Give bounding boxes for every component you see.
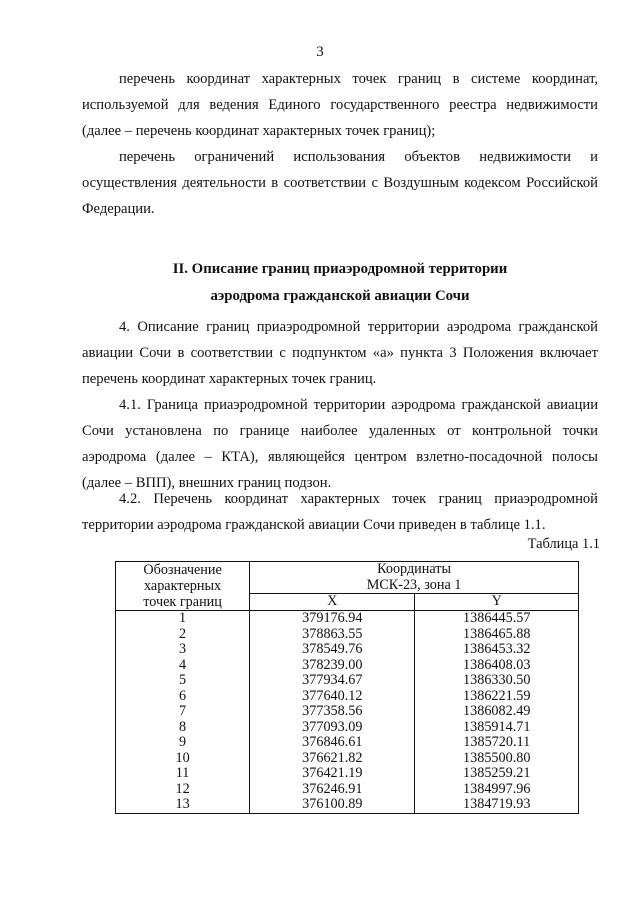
table-row [116, 751, 579, 767]
coord-x: 376421.19 [250, 766, 415, 782]
header-designation-line-2: характерных [144, 578, 222, 594]
coord-y: 1386445.57 [415, 611, 579, 627]
point-number: 7 [116, 704, 250, 720]
point-number: 2 [116, 627, 250, 643]
coord-x: 376246.91 [250, 782, 415, 798]
table-row [116, 720, 579, 736]
coord-y: 1385720.11 [415, 735, 579, 751]
point-number: 8 [116, 720, 250, 736]
table-caption: Таблица 1.1 [527, 536, 600, 552]
coord-y: 1386408.03 [415, 658, 579, 674]
header-coordinates: Координаты [250, 562, 579, 578]
coord-x: 376846.61 [250, 735, 415, 751]
header-coordinate-system: МСК-23, зона 1 [250, 578, 579, 594]
intro-paragraph-1: перечень координат характерных точек границ в системе координат, используемой для ведения Единого государственного реестра недвижимости (далее – перечень координат характерных точек границ); [82, 71, 598, 139]
point-number: 6 [116, 689, 250, 705]
point-number: 4 [116, 658, 250, 674]
coord-y: 1386453.32 [415, 642, 579, 658]
coord-y: 1386330.50 [415, 673, 579, 689]
header-x: X [250, 594, 415, 611]
point-number: 1 [116, 611, 250, 627]
page-number: 3 [316, 44, 324, 60]
header-designation-line-1: Обозначение [143, 562, 222, 578]
paragraph-4-2: 4.2. Перечень координат характерных точек границ приаэродромной территории аэродрома гражданской авиации Сочи приведен в таблице 1.1. [82, 491, 598, 533]
coord-y: 1385500.80 [415, 751, 579, 767]
intro-paragraph-2: перечень ограничений использования объектов недвижимости и осуществления деятельности в соответствии с Воздушным кодексом Российской Федерации. [82, 149, 598, 217]
coord-x: 376100.89 [250, 797, 415, 813]
table-row [116, 642, 579, 658]
coord-y: 1385914.71 [415, 720, 579, 736]
table-row [116, 627, 579, 643]
coord-y: 1386082.49 [415, 704, 579, 720]
point-number: 9 [116, 735, 250, 751]
table-row [116, 766, 579, 782]
point-number: 5 [116, 673, 250, 689]
table-row [116, 658, 579, 674]
coord-y: 1385259.21 [415, 766, 579, 782]
coord-x: 377934.67 [250, 673, 415, 689]
coord-y: 1384719.93 [415, 797, 579, 813]
table-row [116, 797, 579, 813]
coord-y: 1386465.88 [415, 627, 579, 643]
header-designation [116, 562, 250, 611]
coord-y: 1384997.96 [415, 782, 579, 798]
coord-x: 376621.82 [250, 751, 415, 767]
coord-x: 377640.12 [250, 689, 415, 705]
section-heading-line-2: аэродрома гражданской авиации Сочи [210, 288, 470, 304]
point-number: 13 [116, 797, 250, 813]
coordinates-table [115, 561, 579, 814]
point-number: 10 [116, 751, 250, 767]
coord-y: 1386221.59 [415, 689, 579, 705]
paragraph-4-1: 4.1. Граница приаэродромной территории аэродрома гражданской авиации Сочи установлена по границе наиболее удаленных от контрольной точки аэродрома (далее – КТА), являющейся центром взлетно-посадочной полосы (далее – ВПП), внешних границ подзон. [82, 397, 598, 491]
table-row [116, 689, 579, 705]
point-number: 3 [116, 642, 250, 658]
table-row [116, 782, 579, 798]
coord-x: 377358.56 [250, 704, 415, 720]
coord-x: 378239.00 [250, 658, 415, 674]
table-row [116, 735, 579, 751]
coord-x: 378549.76 [250, 642, 415, 658]
coord-x: 378863.55 [250, 627, 415, 643]
point-number: 12 [116, 782, 250, 798]
paragraph-4: 4. Описание границ приаэродромной территории аэродрома гражданской авиации Сочи в соответствии с подпунктом «а» пункта 3 Положения включает перечень координат характерных точек границ. [82, 319, 598, 387]
header-y: Y [415, 594, 579, 611]
coord-x: 377093.09 [250, 720, 415, 736]
header-designation-line-3: точек границ [143, 594, 222, 610]
table-row [116, 611, 579, 627]
table-body [116, 611, 579, 814]
table-row [116, 673, 579, 689]
point-number: 11 [116, 766, 250, 782]
table-row [116, 704, 579, 720]
section-heading-line-1: II. Описание границ приаэродромной территории [172, 261, 508, 277]
coord-x: 379176.94 [250, 611, 415, 627]
